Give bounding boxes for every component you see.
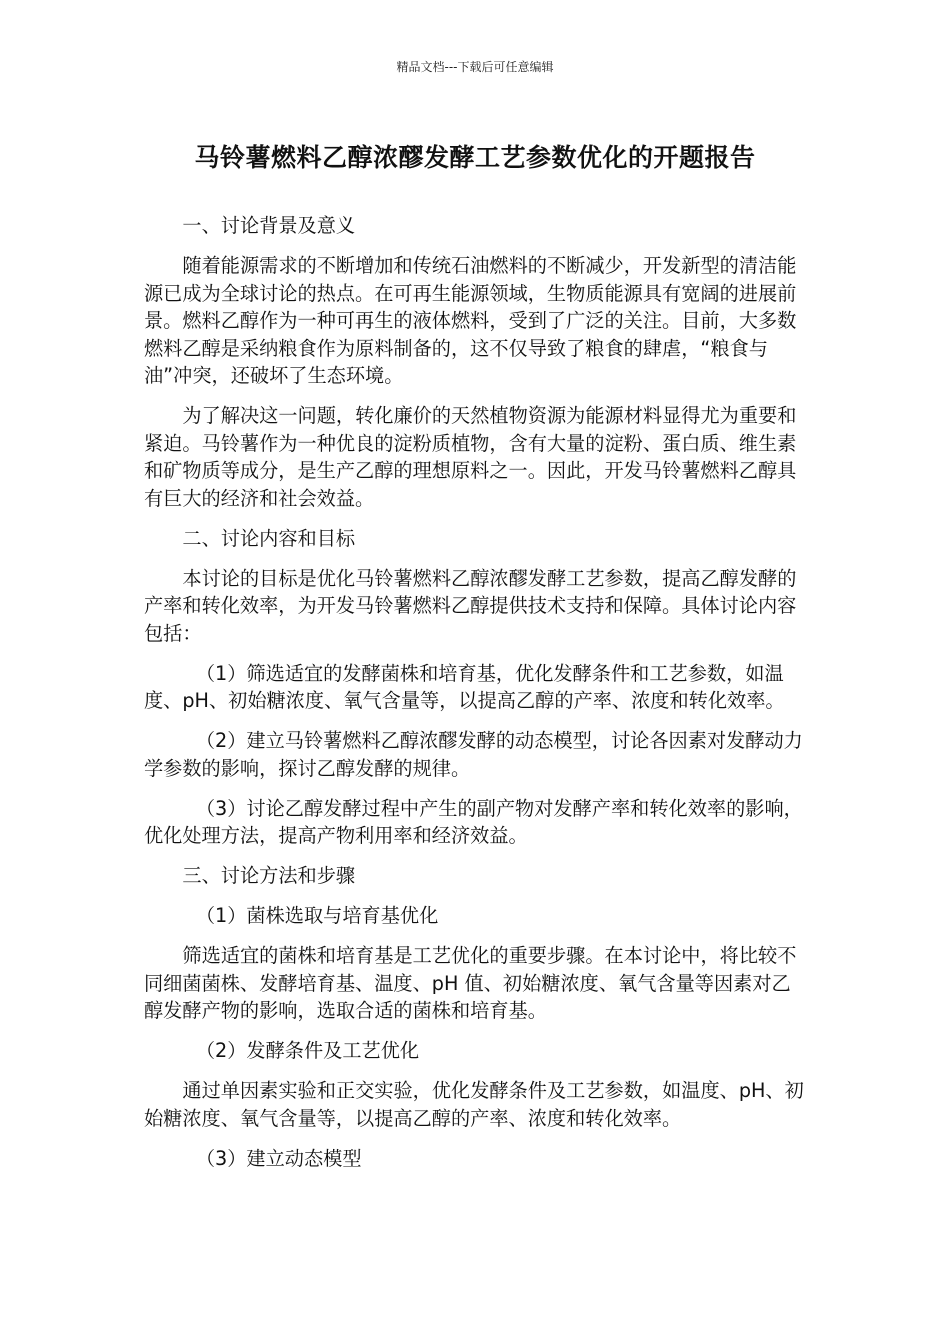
paragraph: 为了解决这一问题，转化廉价的天然植物资源为能源材料显得尤为重要和紧迫。马铃薯作为一种优良的淀粉质植物，含有大量的淀粉、蛋白质、维生素和矿物质等成分，是生产乙醇的理想原料之一。因此，开发马铃薯燃料乙醇具有巨大的经济和社会效益。 <box>144 404 797 510</box>
paragraph: 本讨论的目标是优化马铃薯燃料乙醇浓醪发酵工艺参数，提高乙醇发酵的产率和转化效率，为开发马铃薯燃料乙醇提供技术支持和保障。具体讨论内容包括： <box>144 566 797 645</box>
paragraph: 随着能源需求的不断增加和传统石油燃料的不断减少，开发新型的清洁能源已成为全球讨论的热点。在可再生能源领域，生物质能源具有宽阔的进展前景。燃料乙醇作为一种可再生的液体燃料，受到了广泛的关注。目前，大多数燃料乙醇是采纳粮食作为原料制备的，这不仅导致了粮食的肆虐，“粮食与油”冲突，还破坏了生态环境。 <box>144 254 797 387</box>
list-item: （3）讨论乙醇发酵过程中产生的副产物对发酵产率和转化效率的影响，优化处理方法，提高产物利用率和经济效益。 <box>144 796 803 847</box>
subheading: （2）发酵条件及工艺优化 <box>195 1039 420 1062</box>
document-body <box>144 212 806 1185</box>
subheading: （3）建立动态模型 <box>195 1146 362 1170</box>
list-item: （2）建立马铃薯燃料乙醇浓醪发酵的动态模型，讨论各因素对发酵动力学参数的影响，探讨乙醇发酵的规律。 <box>144 729 803 780</box>
section-heading-methods: 三、讨论方法和步骤 <box>182 864 356 887</box>
subheading: （1）菌株选取与培育基优化 <box>195 904 439 927</box>
section-heading-background: 一、讨论背景及意义 <box>182 214 356 237</box>
section-heading-content: 二、讨论内容和目标 <box>182 526 356 550</box>
page-header-note: 精品文档---下载后可任意编辑 <box>396 60 554 74</box>
document-title: 马铃薯燃料乙醇浓醪发酵工艺参数优化的开题报告 <box>194 143 756 172</box>
paragraph: 通过单因素实验和正交实验，优化发酵条件及工艺参数，如温度、pH、初始糖浓度、氧气含量等，以提高乙醇的产率、浓度和转化效率。 <box>144 1079 804 1130</box>
list-item: （1）筛选适宜的发酵菌株和培育基，优化发酵条件和工艺参数，如温度、pH、初始糖浓度、氧气含量等，以提高乙醇的产率、浓度和转化效率。 <box>144 661 785 712</box>
paragraph: 筛选适宜的菌株和培育基是工艺优化的重要步骤。在本讨论中，将比较不同细菌菌株、发酵培育基、温度、pH 值、初始糖浓度、氧气含量等因素对乙醇发酵产物的影响，选取合适的菌株和培育基。 <box>144 944 797 1022</box>
